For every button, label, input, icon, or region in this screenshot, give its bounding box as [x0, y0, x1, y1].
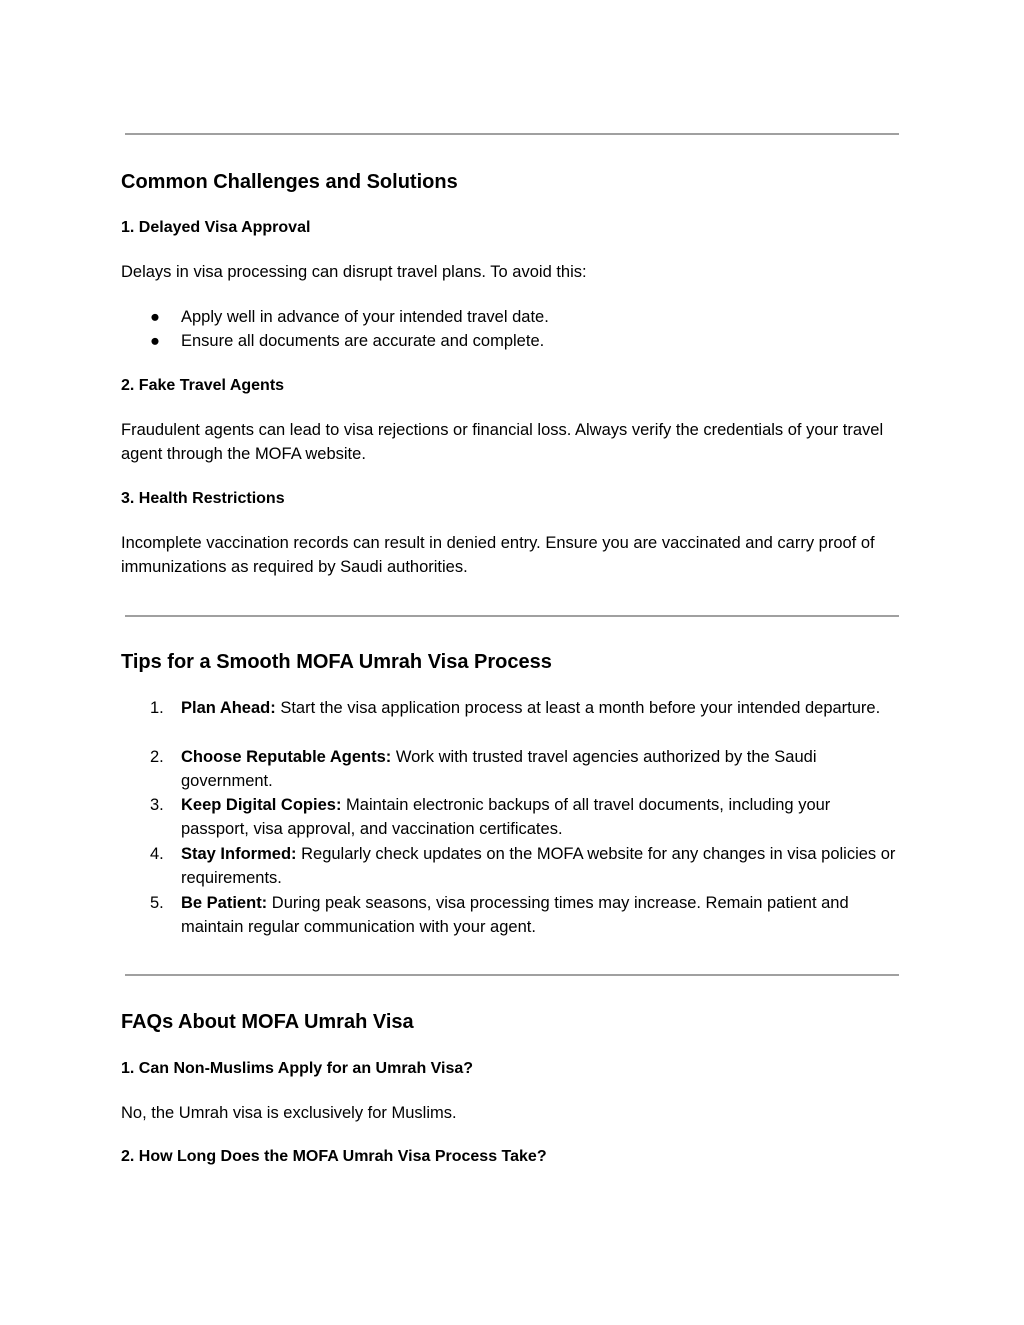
tip-item: [121, 745, 901, 793]
challenge-text-health: Incomplete vaccination records can result in denied entry. Ensure you are vaccinated and carry proof of immunizations as required by Saudi authorities.: [121, 534, 875, 577]
bullet-text: Ensure all documents are accurate and complete.: [181, 332, 545, 350]
tip-text: Start the visa application process at least a month before your intended departure.: [275, 699, 881, 717]
faq-answer: No, the Umrah visa is exclusively for Muslims.: [121, 1104, 457, 1122]
tip-number: 3.: [150, 796, 164, 814]
tip-label: Plan Ahead:: [181, 699, 276, 717]
tip-text: Work with trusted travel agencies authorized by the Saudi government.: [181, 748, 817, 791]
tip-label: Be Patient:: [181, 894, 268, 912]
tip-label: Stay Informed:: [181, 845, 297, 863]
challenge-heading-delayed-approval: 1. Delayed Visa Approval: [121, 219, 311, 236]
tip-item: [121, 793, 901, 841]
tip-number: 1.: [150, 699, 164, 717]
faq-question: 2. How Long Does the MOFA Umrah Visa Process Take?: [121, 1148, 547, 1165]
tip-body: [181, 745, 901, 793]
tip-item: [121, 696, 901, 720]
tip-number: 5.: [150, 894, 164, 912]
challenge-heading-fake-agents: 2. Fake Travel Agents: [121, 377, 285, 394]
bullet-marker: ●: [150, 308, 160, 326]
section-title-tips: Tips for a Smooth MOFA Umrah Visa Process: [121, 651, 552, 673]
horizontal-rule: [125, 615, 899, 617]
tip-label: Keep Digital Copies:: [181, 796, 342, 814]
bullet-item: [121, 305, 901, 329]
tip-body: [181, 842, 901, 890]
bullet-item: [121, 329, 901, 353]
tip-body: [181, 696, 901, 720]
challenge-text-delayed-approval: Delays in visa processing can disrupt travel plans. To avoid this:: [121, 263, 587, 281]
horizontal-rule: [125, 974, 899, 976]
bullet-text: Apply well in advance of your intended travel date.: [181, 308, 549, 326]
tip-item: [121, 891, 901, 939]
tip-number: 2.: [150, 748, 164, 766]
tip-text: Regularly check updates on the MOFA website for any changes in visa policies or requirements.: [181, 845, 896, 888]
section-title-challenges: Common Challenges and Solutions: [121, 171, 458, 193]
challenge-text-fake-agents: Fraudulent agents can lead to visa rejections or financial loss. Always verify the credentials of your travel agent through the MOFA website.: [121, 421, 884, 464]
tip-body: [181, 891, 901, 939]
tip-item: [121, 842, 901, 890]
horizontal-rule: [125, 133, 899, 135]
faq-question: 1. Can Non-Muslims Apply for an Umrah Visa?: [121, 1060, 474, 1077]
tip-text: Maintain electronic backups of all travel documents, including your passport, visa approval, and vaccination certificates.: [181, 796, 831, 839]
tip-body: [181, 793, 901, 841]
challenge-heading-health: 3. Health Restrictions: [121, 490, 285, 507]
tip-text: During peak seasons, visa processing times may increase. Remain patient and maintain regular communication with your agent.: [181, 894, 849, 937]
tip-number: 4.: [150, 845, 164, 863]
tip-label: Choose Reputable Agents:: [181, 748, 392, 766]
section-title-faqs: FAQs About MOFA Umrah Visa: [121, 1011, 414, 1033]
bullet-marker: ●: [150, 332, 160, 350]
